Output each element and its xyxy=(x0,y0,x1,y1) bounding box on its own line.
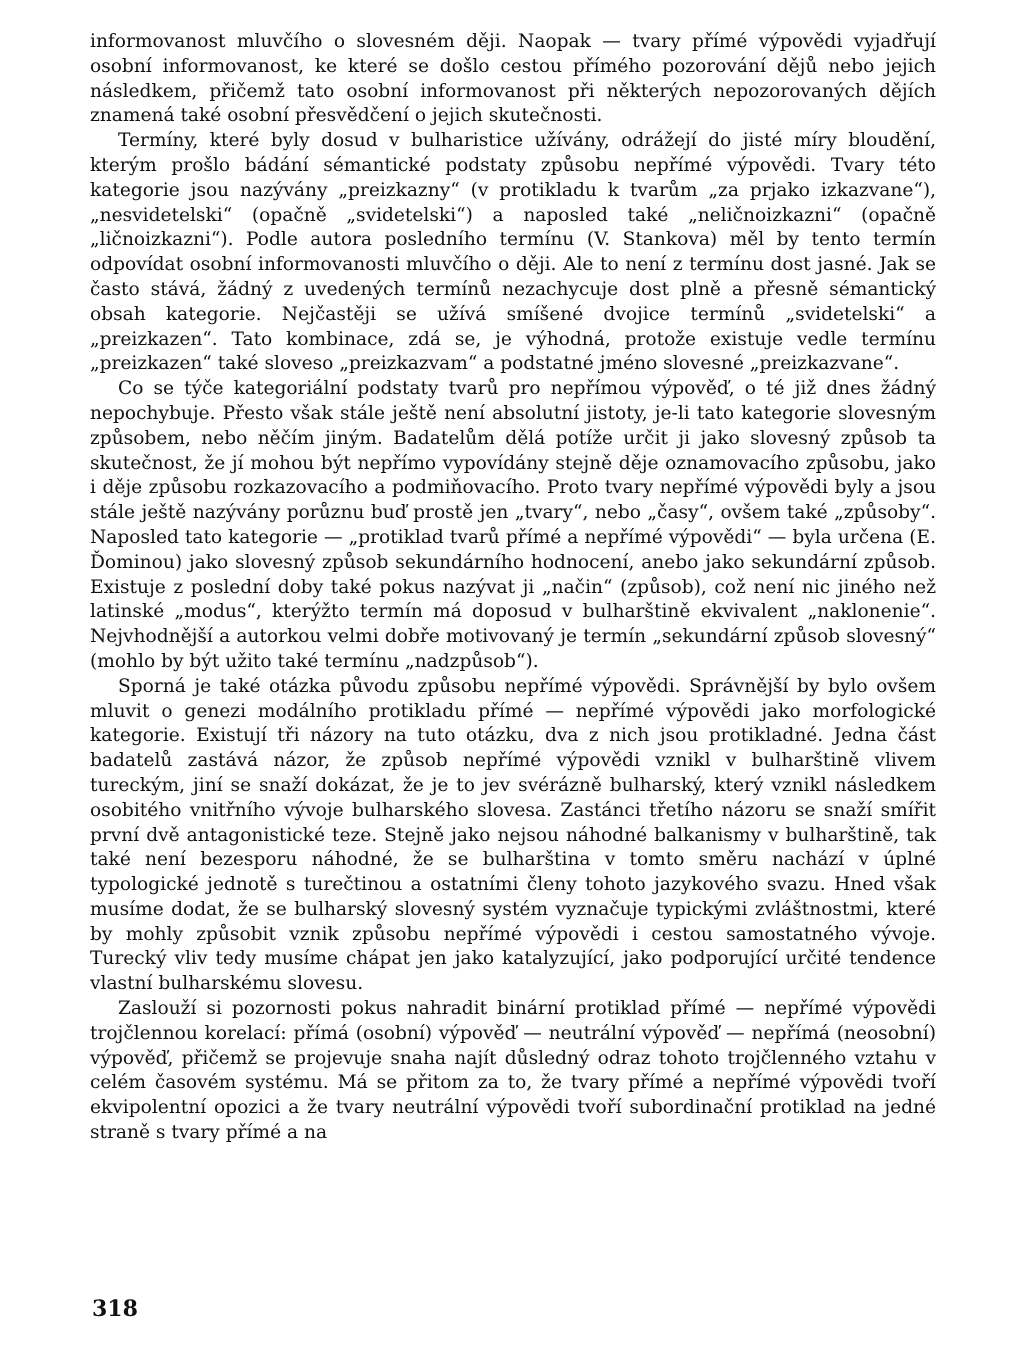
page-body xyxy=(90,30,936,1146)
paragraph-1: informovanost mluvčího o slovesném ději. Naopak — tvary přímé výpovědi vyjadřují osobní informovanost, ke které se došlo cestou přímého pozorování dějů nebo jejich následkem, přičemž tato osobní informovanost při některých nepozorovaných dějích znamená také osobní přesvědčení o jejich skutečnosti. xyxy=(90,31,936,127)
page-number: 318 xyxy=(92,1296,138,1322)
paragraph-3: Co se týče kategoriální podstaty tvarů pro nepřímou výpověď, o té již dnes žádný nepochybuje. Přesto však stále ještě není absolutní jistoty, je-li tato kategorie slovesným způsobem, nebo něčím jiným. Badatelům dělá potíže určit ji jako slovesný způsob ta skutečnost, že jí mohou být nepřímo vypovídány stejně děje oznamovacího způsobu, jako i děje způsobu rozkazovacího a podmiňovacího. Proto tvary nepřímé výpovědi byly a jsou stále ještě nazývány porůznu buď prostě jen „tvary“, nebo „časy“, ovšem také „způsoby“. Naposled tato kategorie — „protiklad tvarů přímé a nepřímé výpovědi“ — byla určena (E. Ďominou) jako slovesný způsob sekundárního hodnocení, anebo jako sekundární způsob. Existuje z poslední doby také pokus nazývat ji „način“ (způsob), což není nic jiného než latinské „modus“, kterýžto termín má doposud v bulharštině ekvivalent „naklonenie“. Nejvhodnější a autorkou velmi dobře motivovaný je termín „sekundární způsob slovesný“ (mohlo by být užito také termínu „nadzpůsob“). xyxy=(90,378,936,672)
paragraph-2: Termíny, které byly dosud v bulharistice užívány, odrážejí do jisté míry bloudění, kterým prošlo bádání sémantické podstaty způsobu nepřímé výpovědi. Tvary této kategorie jsou nazývány „preizkazny“ (v protikladu k tvarům „za prjako izkazvane“), „nesvidetelski“ (opačně „svidetelski“) a naposled také „neličnoizkazni“ (opačně „ličnoizkazni“). Podle autora posledního termínu (V. Stankova) měl by tento termín odpovídat osobní informovanosti mluvčího o ději. Ale to není z termínu dost jasné. Jak se často stává, žádný z uvedených termínů nezachycuje dost plně a přesně sémantický obsah kategorie. Nejčastěji se užívá smíšené dvojice termínů „svidetelski“ a „preizkazen“. Tato kombinace, zdá se, je výhodná, protože existuje vedle termínu „preizkazen“ také sloveso „preizkazvam“ a podstatné jméno slovesné „preizkazvane“. xyxy=(90,130,936,375)
paragraph-5: Zaslouží si pozornosti pokus nahradit binární protiklad přímé — nepřímé výpovědi trojčlennou korelací: přímá (osobní) výpověď — neutrální výpověď — nepřímá (neosobní) výpověď, přičemž se projevuje snaha najít důsledný odraz tohoto trojčlenného vztahu v celém časovém systému. Má se přitom za to, že tvary přímé a nepřímé výpovědi tvoří ekvipolentní opozici a že tvary neutrální výpovědi tvoří subordinační protiklad na jedné straně s tvary přímé a na xyxy=(90,998,936,1144)
paragraph-4: Sporná je také otázka původu způsobu nepřímé výpovědi. Správnější by bylo ovšem mluvit o genezi modálního protikladu přímé — nepřímé výpovědi jako morfologické kategorie. Existují tři názory na tuto otázku, dva z nich jsou protikladné. Jedna část badatelů zastává názor, že způsob nepřímé výpovědi vznikl v bulharštině vlivem tureckým, jiní se snaží dokázat, že je to jev svérázně bulharský, který vznikl následkem osobitého vnitřního vývoje bulharského slovesa. Zastánci třetího názoru se snaží smířit první dvě antagonistické teze. Stejně jako nejsou náhodné balkanismy v bulharštině, tak také není bezesporu náhodné, že se bulharština v tomto směru nachází v úplné typologické jednotě s turečtinou a ostatními členy tohoto jazykového svazu. Hned však musíme dodat, že se bulharský slovesný systém vyznačuje typickými zvláštnostmi, které by mohly způsobit vznik způsobu nepřímé výpovědi i cestou samostatného vývoje. Turecký vliv tedy musíme chápat jen jako katalyzující, jako podporující určité tendence vlastní bulharskému slovesu. xyxy=(90,675,936,995)
